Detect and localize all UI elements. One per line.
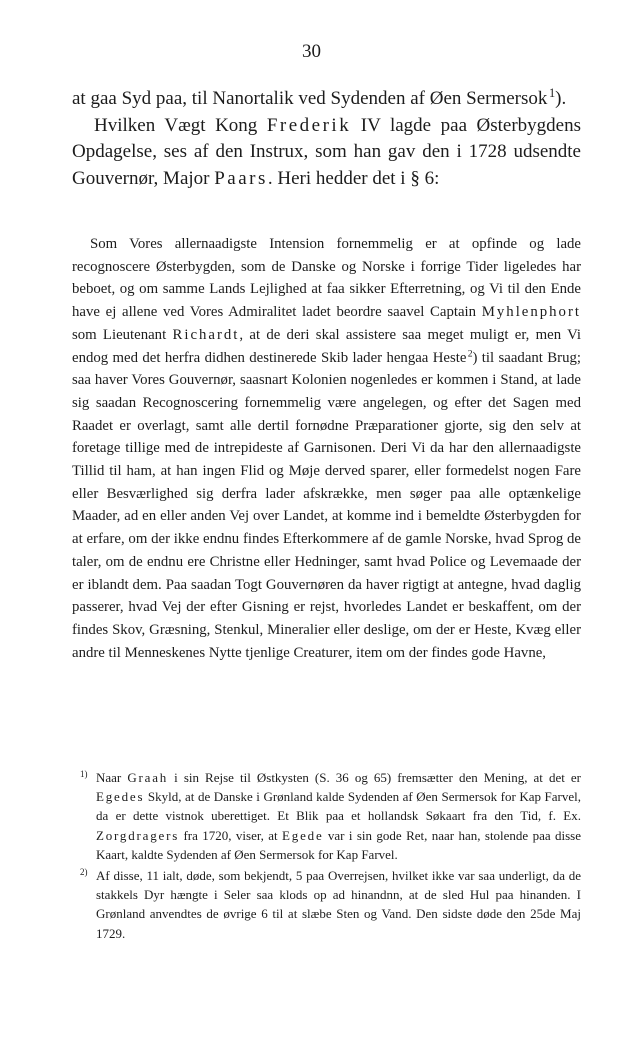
name-graah: Graah — [127, 770, 169, 785]
footnote-1-a: Naar — [96, 770, 128, 785]
footnote-ref-1: 1 — [548, 86, 556, 101]
footnotes — [80, 768, 581, 945]
quote-d: ) til saadant Brug; saa haver Vores Gouvernør, saasnart Kolonien nogenledes er kommen i Stand, at lade sig saadan Recognoscering fornemmelig være angelegen, og efter det Sagen med Raadet er overlagt, samt alle dertil fornødne Præparationer gjorte, sig den selv at foretage tillige med de intrepideste af Garnisonen. Deri Vi da har den allernaadigste Tillid til ham, at han ingen Flid og Møje derved sparer, eller formedelst nogen Fare eller Besværlighed sig derfra lader afskrække, men søger paa alle optænkelige Maader, ad en eller anden Vej over Landet, at komme ind i bemeldte Østerbygden for at erfare, om der ikke endnu findes Efterkommere af de gamle Norske, hvad Sprog de taler, om de endnu ere Christne eller Hedninger, samt hvad Police og Levemaade der er iblandt dem. Paa saadan Togt Gouvernøren da haver rigtigt at antegne, hvad daglig passerer, hvad Vej der efter Gisning er rejst, hvorledes Landet er beskaffent, om der findes Skov, Græsning, Stenkul, Mineralier eller deslige, om der er Heste, Kvæg eller andre til Menneskenes Nytte tjenlige Creaturer, item om der findes gode Havne, — [72, 349, 581, 661]
quote-a: Som Vores allernaadigste Intension fornemmelig er at opfinde og lade recognoscere Østerbygden, som de Danske og Norske i forrige Tider ligeledes har beboet, og om samme Lands Lejlighed at faa sikker Efterretning, og Vi til den Ende have ej allene ved Vores Admiralitet ladet beordre saavel Captain — [72, 236, 581, 321]
paragraph-2-c: . Heri hedder det i § 6: — [267, 167, 440, 189]
name-myhlenphort: Myhlenphort — [481, 304, 581, 321]
name-frederik: Frederik — [266, 114, 352, 136]
footnote-ref-2: 2 — [467, 348, 473, 360]
quote-c: , at de deri skal assistere saa meget muligt er, men Vi endog med det herfra didhen destinerede Skib lader hengaa Heste — [72, 326, 581, 366]
paragraph-2-b: IV lagde paa Østerbygdens Opdagelse, ses af den Instrux, som han gav den i 1728 udsendte Gouvernør, Major — [72, 114, 582, 189]
paragraph-2 — [72, 113, 581, 193]
footnote-2 — [80, 866, 581, 943]
footnote-1-e: var i sin gode Ret, naar han, stolende paa disse Kaart, kaldte Sydenden af Øen Sermersok for Kap Farvel. — [96, 827, 581, 862]
paragraph-2-a: Hvilken Vægt Kong — [94, 114, 267, 136]
footnote-1 — [80, 768, 581, 864]
name-richardt: Richardt — [172, 326, 240, 343]
name-egede: Egede — [282, 827, 324, 843]
footnote-1-d: fra 1720, viser, at — [179, 827, 283, 843]
quote-b: som Lieutenant — [72, 326, 173, 343]
footnote-1-mark: 1) — [80, 769, 88, 779]
paragraph-1-end: ). — [555, 88, 567, 109]
quote-paragraph — [72, 233, 581, 664]
paragraph-1 — [72, 86, 581, 113]
footnote-2-text: Af disse, 11 ialt, døde, som bekjendt, 5 paa Overrejsen, hvilket ikke var saa underligt, da de stakkels Dyr hængte i Seler saa klods op ad hinandnn, at de sled Hul paa hinanden. I Grønland anvendtes de øvrige 6 til at slæbe Sten og Vand. Den sidste døde den 25de Maj 1729. — [96, 868, 581, 941]
instruction-quote — [72, 233, 581, 664]
footnote-2-mark: 2) — [80, 867, 88, 878]
main-text — [72, 86, 581, 192]
name-egedes: Egedes — [96, 789, 145, 805]
page-number: 30 — [302, 41, 321, 62]
footnote-1-b: i sin Rejse til Østkysten (S. 36 og 65) fremsætter den Mening, at det er — [168, 770, 581, 785]
name-zorgdragers: Zorgdragers — [96, 827, 180, 843]
footnote-1-c: Skyld, at de Danske i Grønland kalde Sydenden af Øen Sermersok for Kap Farvel, da er dette vistnok uberettiget. Et Blik paa et hollandsk Søkaart fra den Tid, f. Ex. — [96, 789, 581, 824]
paragraph-1-text: at gaa Syd paa, til Nanortalik ved Sydenden af Øen Sermersok — [72, 88, 548, 109]
name-paars: Paars — [214, 167, 268, 189]
